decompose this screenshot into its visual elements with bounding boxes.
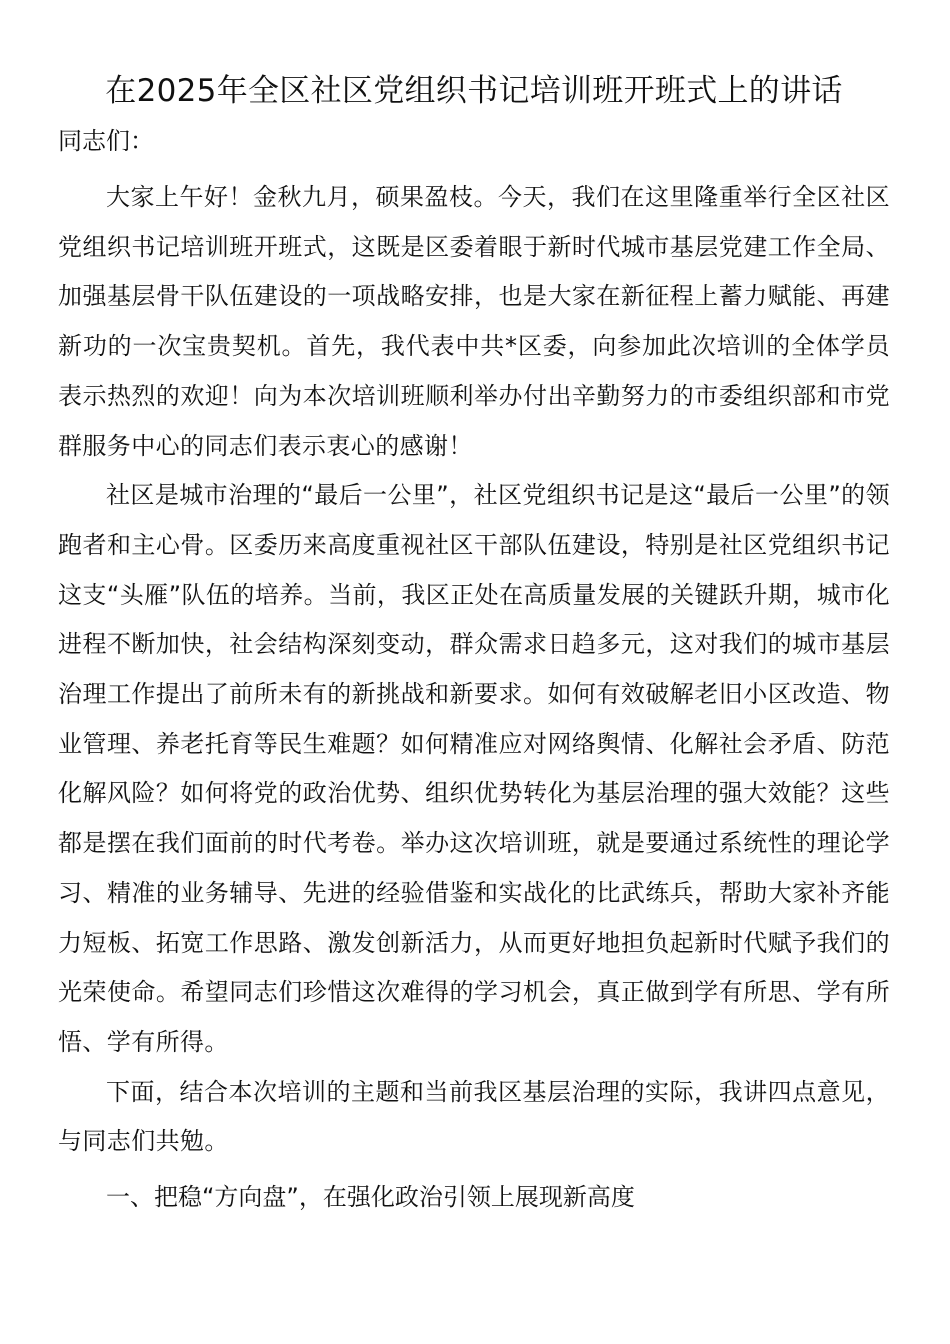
paragraph-context: 社区是城市治理的“最后一公里”，社区党组织书记是这“最后一公里”的领跑者和主心骨。区委历来高度重视社区干部队伍建设，特别是社区党组织书记这支“头雁”队伍的培养。当前，我区正处在高质量发展的关键跃升期，城市化进程不断加快，社会结构深刻变动，群众需求日趋多元，这对我们的城市基层治理工作提出了前所未有的新挑战和新要求。如何有效破解老旧小区改造、物业管理、养老托育等民生难题？如何精准应对网络舆情、化解社会矛盾、防范化解风险？如何将党的政治优势、组织优势转化为基层治理的强大效能？这些都是摆在我们面前的时代考卷。举办这次培训班，就是要通过系统性的理论学习、精准的业务辅导、先进的经验借鉴和实战化的比武练兵，帮助大家补齐能力短板、拓宽工作思路、激发创新活力，从而更好地担负起新时代赋予我们的光荣使命。希望同志们珍惜这次难得的学习机会，真正做到学有所思、学有所悟、学有所得。 (58, 481, 890, 1056)
salutation: 同志们： (58, 127, 154, 155)
section-heading: 一、把稳“方向盘”，在强化政治引领上展现新高度 (106, 1183, 635, 1212)
document-title: 在2025年全区社区党组织书记培训班开班式上的讲话 (105, 73, 843, 109)
document-page (58, 66, 890, 1223)
paragraph-opening: 大家上午好！金秋九月，硕果盈枝。今天，我们在这里隆重举行全区社区党组织书记培训班开班式，这既是区委着眼于新时代城市基层党建工作全局、加强基层骨干队伍建设的一项战略安排，也是大家在新征程上蓄力赋能、再建新功的一次宝贵契机。首先，我代表中共*区委，向参加此次培训的全体学员表示热烈的欢迎！向为本次培训班顺利举办付出辛勤努力的市委组织部和市党群服务中心的同志们表示衷心的感谢！ (58, 183, 890, 460)
paragraph-transition: 下面，结合本次培训的主题和当前我区基层治理的实际，我讲四点意见，与同志们共勉。 (58, 1077, 890, 1156)
